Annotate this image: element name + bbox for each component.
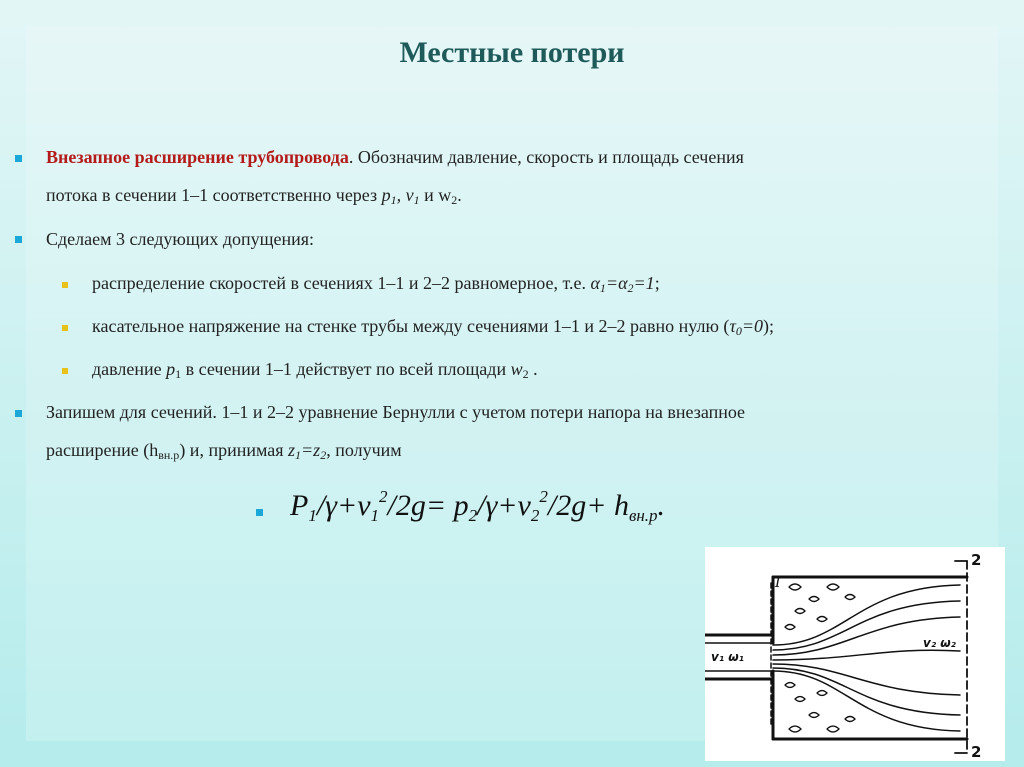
section-1-label: I xyxy=(775,575,781,591)
eddy-swirl xyxy=(827,726,839,732)
paragraph-text: ) и, принимая xyxy=(179,440,289,460)
alpha-symbol: α xyxy=(590,273,600,293)
eddy-swirl xyxy=(795,609,805,614)
outlet-velocity-label: v₂ ω₂ xyxy=(923,636,956,650)
subscript: 2 xyxy=(530,506,540,525)
equation-part: =1 xyxy=(633,273,655,293)
separator: , xyxy=(396,185,406,205)
subscript: 2 xyxy=(320,448,327,462)
subscript: 1 xyxy=(413,193,420,207)
eddy-swirl xyxy=(795,697,805,702)
paragraph-text: в сечении 1–1 действует по всей площади xyxy=(181,359,511,379)
streamline xyxy=(773,650,960,660)
paragraph-text: ; xyxy=(654,273,660,293)
subscript: 2 xyxy=(451,193,458,207)
sudden-expansion-diagram xyxy=(705,547,1005,761)
paragraph-text: расширение (h xyxy=(46,440,159,460)
bullet-marker xyxy=(15,155,22,162)
var-z: z xyxy=(288,440,296,460)
var-v: v xyxy=(405,185,414,205)
alpha-symbol: =α xyxy=(605,273,628,293)
var-w: w xyxy=(510,359,523,379)
subscript: 2 xyxy=(522,367,529,381)
bernoulli-formula xyxy=(290,489,665,523)
paragraph-text: и w xyxy=(419,185,452,205)
eddy-swirl xyxy=(809,713,819,718)
sub-bullet-marker xyxy=(62,368,68,374)
var-p: p xyxy=(166,359,176,379)
subscript: вн.р xyxy=(158,448,180,462)
paragraph-sudden-expansion xyxy=(46,138,1006,214)
assumption-velocity xyxy=(92,264,660,302)
eddy-swirl xyxy=(789,584,801,590)
subscript: 1 xyxy=(370,506,380,525)
paragraph-text: касательное напряжение на стенке трубы между сечениями 1–1 и 2–2 равно нулю ( xyxy=(92,316,730,336)
subscript: 1 xyxy=(175,367,182,381)
subscript: 1 xyxy=(390,193,397,207)
subscript: 1 xyxy=(308,506,317,525)
sub-bullet-marker xyxy=(62,325,68,331)
paragraph-text: . xyxy=(457,185,462,205)
formula-part: /2g= p xyxy=(387,489,469,522)
bullet-marker xyxy=(15,410,22,417)
paragraph-text: распределение скоростей в сечениях 1–1 и 2–2 равномерное, т.е. xyxy=(92,273,591,293)
formula-part: P xyxy=(290,489,309,522)
subscript: вн.р xyxy=(628,506,658,525)
eddy-swirl xyxy=(789,726,801,732)
eddy-swirl xyxy=(785,625,795,630)
inlet-velocity-label: v₁ ω₁ xyxy=(711,650,744,664)
sub-bullet-marker xyxy=(62,282,68,288)
paragraph-text: потока в сечении 1–1 соответственно через xyxy=(46,185,382,205)
subscript: 0 xyxy=(735,324,742,338)
paragraph-text: . Обозначим давление, скорость и площадь сечения xyxy=(348,147,744,167)
paragraph-text: Запишем для сечений. 1–1 и 2–2 уравнение Бернулли с учетом потери напора на внезапное xyxy=(46,402,746,422)
formula-part: . xyxy=(657,489,666,522)
superscript: 2 xyxy=(539,487,548,506)
eddy-swirl xyxy=(845,717,855,722)
subscript: 2 xyxy=(468,506,478,525)
eddy-swirl xyxy=(845,595,855,600)
eddy-swirl xyxy=(809,597,819,602)
var-z: =z xyxy=(301,440,321,460)
bullet-marker xyxy=(256,509,263,516)
tau-symbol: τ xyxy=(729,316,736,336)
paragraph-bernoulli xyxy=(46,393,1006,469)
streamline xyxy=(773,664,960,695)
highlight-term: Внезапное расширение трубопровода xyxy=(46,147,349,167)
formula-part: /γ+v xyxy=(477,489,531,522)
formula-part: /γ+v xyxy=(316,489,371,522)
paragraph-text: ); xyxy=(763,316,775,336)
subscript: 2 xyxy=(627,281,634,295)
flow-diagram-svg xyxy=(705,547,1005,761)
paragraph-assumptions: Сделаем 3 следующих допущения: xyxy=(46,229,315,249)
assumption-pressure xyxy=(92,350,538,388)
var-p: p xyxy=(381,185,391,205)
paragraph-text: давление xyxy=(92,359,167,379)
subscript: 1 xyxy=(295,448,302,462)
assumption-shear-stress xyxy=(92,307,774,345)
eddy-swirl xyxy=(817,617,827,622)
section-2-label-top: 2 xyxy=(971,551,982,569)
eddy-swirl xyxy=(785,683,795,688)
section-2-label-bottom: 2 xyxy=(971,743,982,761)
equation-part: =0 xyxy=(741,316,764,336)
subscript: 1 xyxy=(599,281,606,295)
formula-part: /2g+ h xyxy=(547,489,629,522)
eddy-swirl xyxy=(827,584,839,590)
paragraph-text: , получим xyxy=(326,440,402,460)
bullet-marker xyxy=(15,236,22,243)
eddy-swirl xyxy=(817,691,827,696)
slide-title: Местные потери xyxy=(399,36,625,69)
superscript: 2 xyxy=(379,487,388,506)
paragraph-text: . xyxy=(528,359,538,379)
